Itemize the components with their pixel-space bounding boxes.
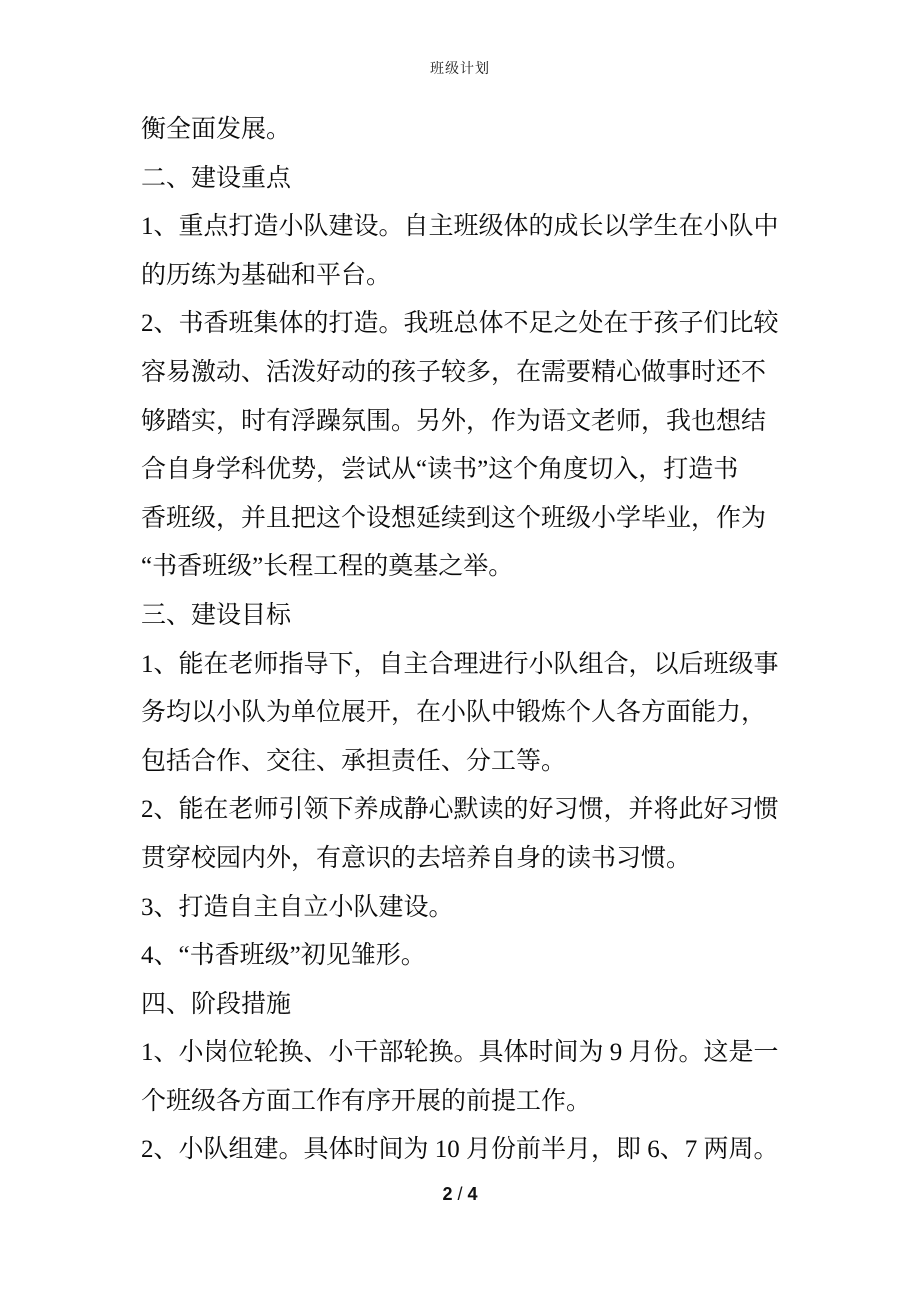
section-heading: 二、建设重点 [141, 164, 292, 192]
text-line: 香班级，并且把这个设想延续到这个班级小学毕业，作为 [141, 504, 767, 532]
text-line: 贯穿校园内外，有意识的去培养自身的读书习惯。 [141, 844, 692, 872]
text-line: 务均以小队为单位展开，在小队中锻炼个人各方面能力， [141, 699, 767, 727]
text-line: 3、打造自主自立小队建设。 [141, 893, 454, 921]
section-heading: 三、建设目标 [141, 601, 292, 629]
text-line: 容易激动、活泼好动的孩子较多，在需要精心做事时还不 [141, 358, 767, 386]
section-heading: 四、阶段措施 [141, 990, 292, 1018]
page-number-total: 4 [467, 1184, 478, 1204]
text-line: 1、小岗位轮换、小干部轮换。具体时间为 9 月份。这是一 [141, 1039, 779, 1067]
text-line: 2、书香班集体的打造。我班总体不足之处在于孩子们比较 [141, 310, 779, 338]
text-line: 合自身学科优势，尝试从“读书”这个角度切入，打造书 [141, 456, 739, 484]
text-line: 1、能在老师指导下，自主合理进行小队组合，以后班级事 [141, 650, 779, 678]
text-line: 2、能在老师引领下养成静心默读的好习惯，并将此好习惯 [141, 796, 779, 824]
text-line: 2、小队组建。具体时间为 10 月份前半月，即 6、7 两周。 [141, 1136, 779, 1164]
text-line: 1、重点打造小队建设。自主班级体的成长以学生在小队中 [141, 213, 779, 241]
page-number [0, 1184, 920, 1205]
document-body [141, 106, 789, 1175]
page-number-current: 2 [442, 1184, 453, 1204]
text-line: 够踏实，时有浮躁氛围。另外，作为语文老师，我也想结 [141, 407, 767, 435]
text-line: 衡全面发展。 [141, 116, 292, 143]
text-line: 的历练为基础和平台。 [141, 261, 392, 289]
text-line: 包括合作、交往、承担责任、分工等。 [141, 747, 567, 775]
text-line: “书香班级”长程工程的奠基之举。 [141, 553, 514, 581]
document-header-title: 班级计划 [430, 62, 490, 77]
text-line: 4、“书香班级”初见雏形。 [141, 942, 426, 970]
page-number-separator: / [457, 1184, 463, 1204]
text-line: 个班级各方面工作有序开展的前提工作。 [141, 1087, 592, 1115]
